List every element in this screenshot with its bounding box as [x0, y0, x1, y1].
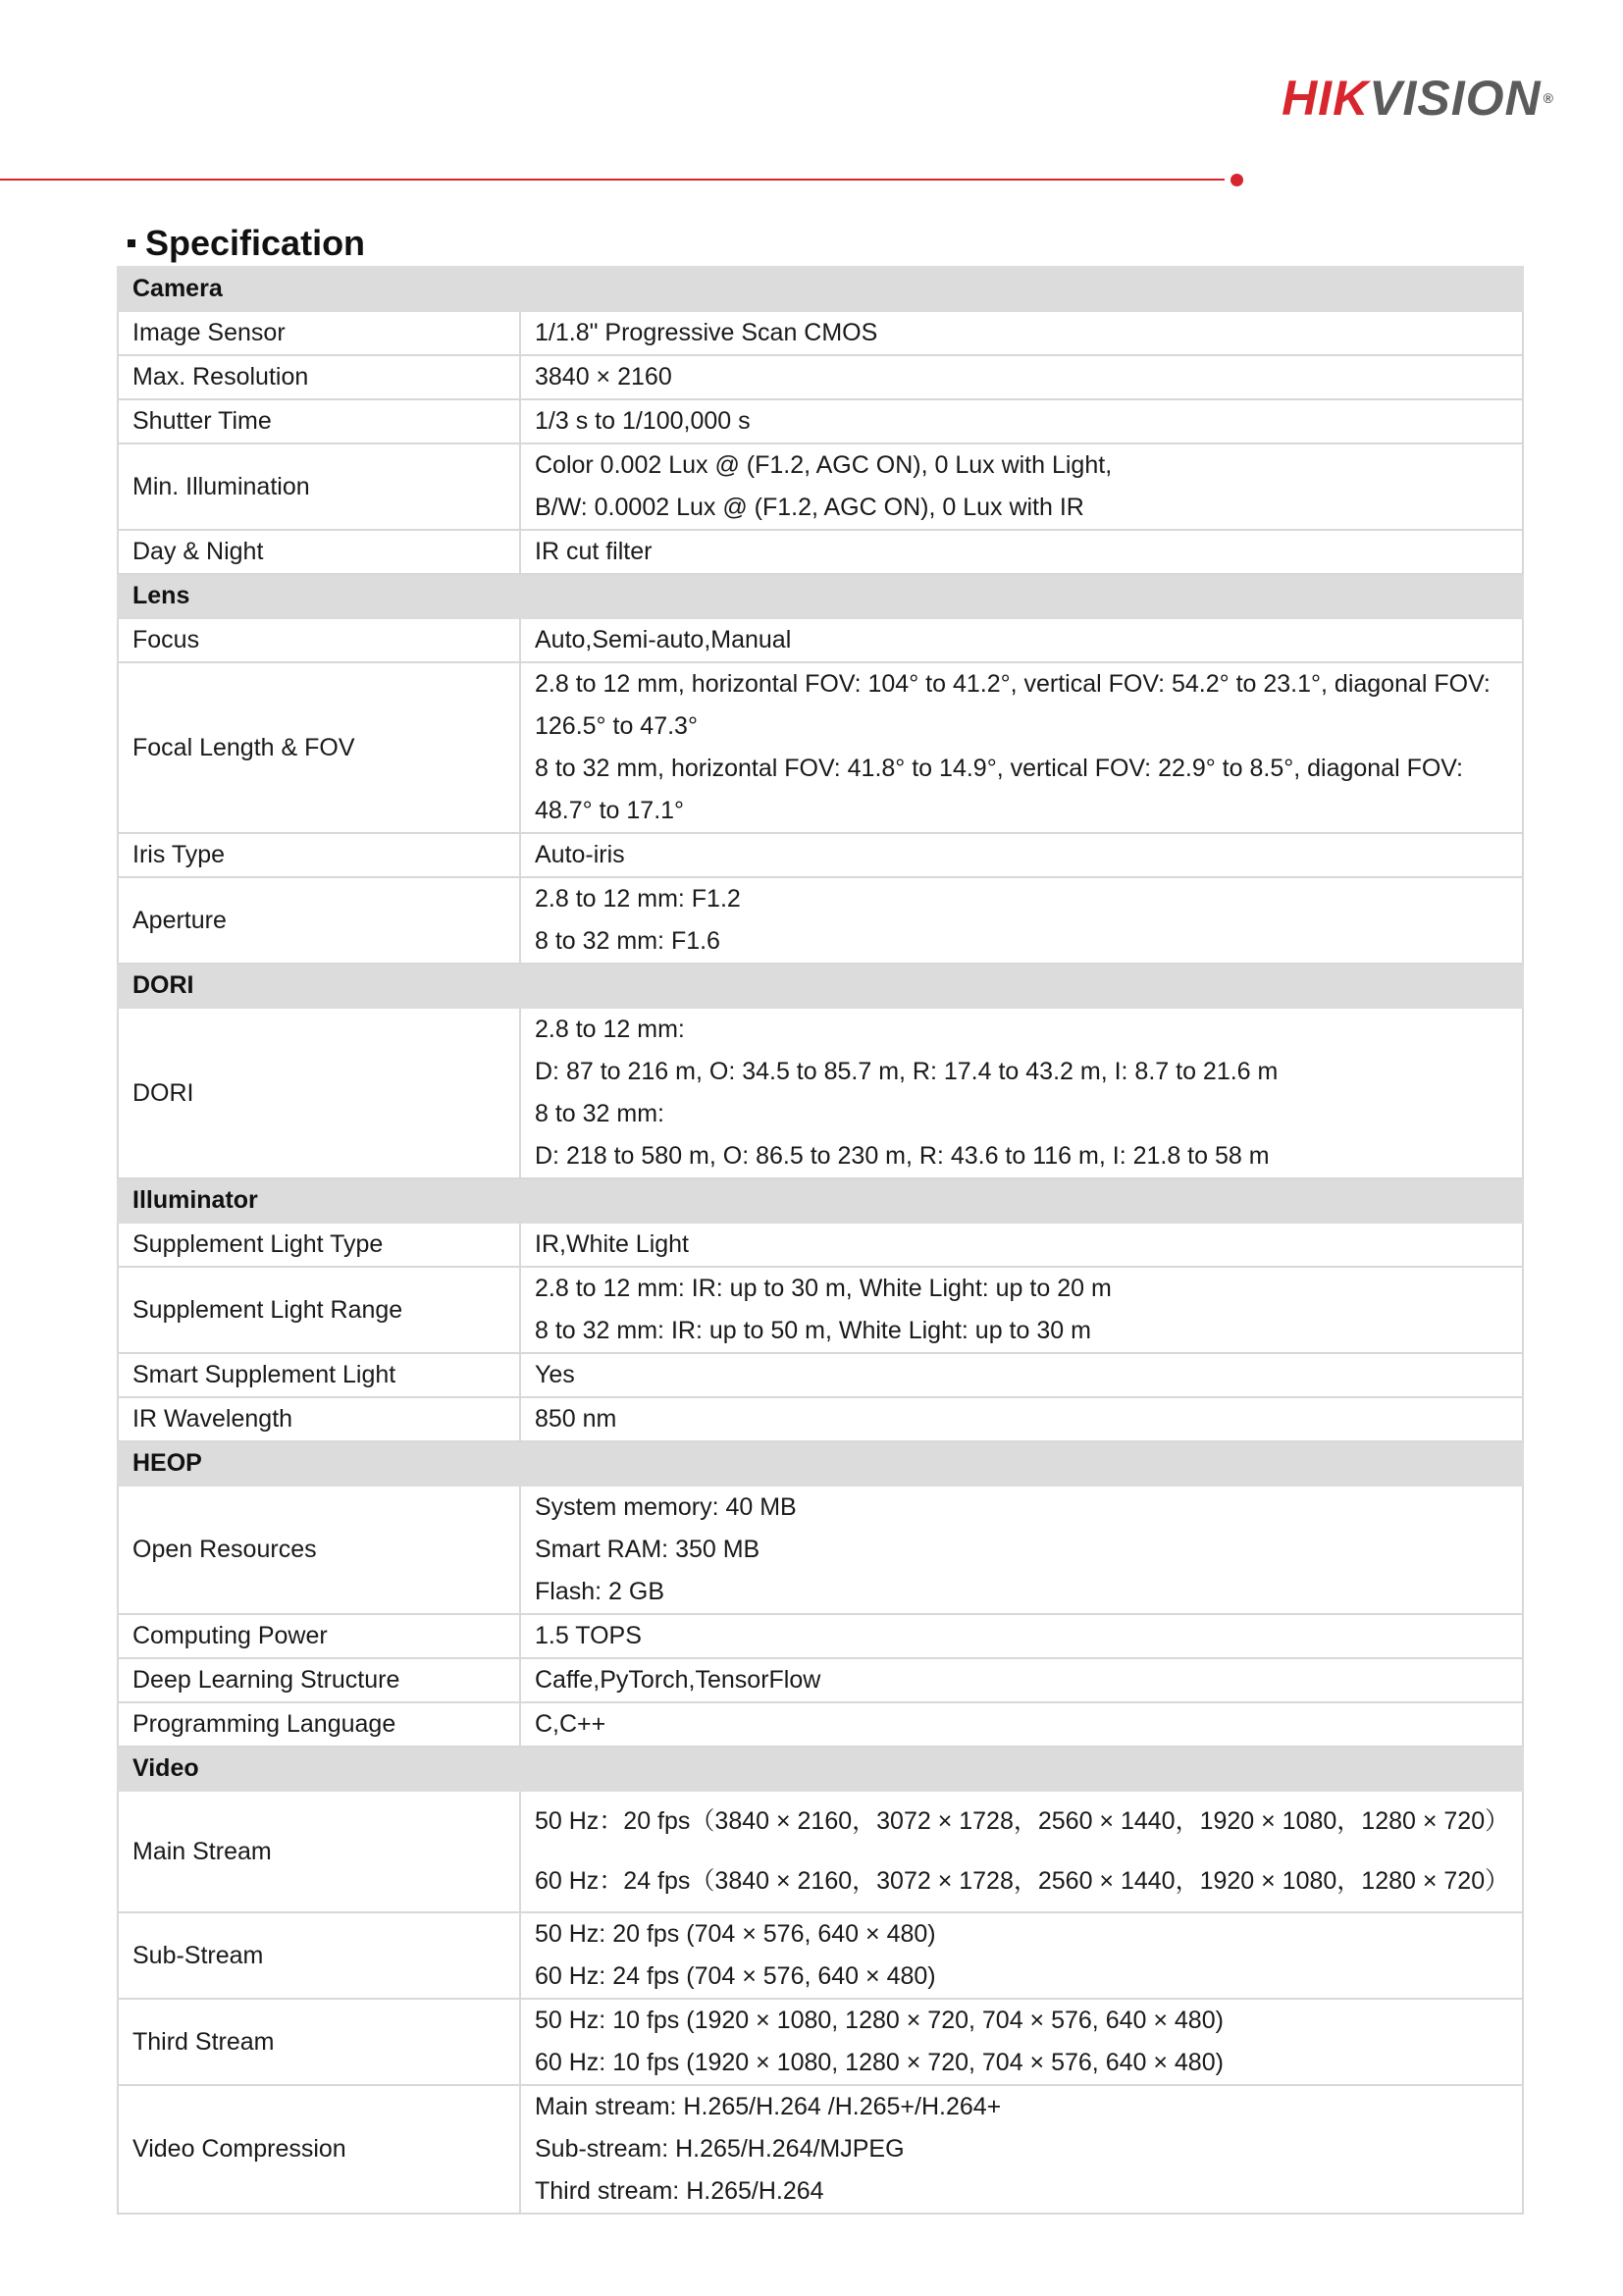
spec-value: [520, 877, 1523, 964]
spec-label: Day & Night: [118, 530, 520, 574]
spec-value-line: 50 Hz：20 fps（3840 × 2160，3072 × 1728，2560 × 1440，1920 × 1080，1280 × 720）: [535, 1807, 1510, 1835]
spec-label: Aperture: [118, 877, 520, 964]
spec-value: [520, 1791, 1523, 1912]
spec-value-line: 60 Hz: 24 fps (704 × 576, 640 × 480): [535, 1962, 936, 1990]
hikvision-logo: [1282, 71, 1554, 126]
section-header: HEOP: [118, 1441, 1523, 1486]
spec-label: DORI: [118, 1008, 520, 1178]
spec-row: [118, 1912, 1523, 1999]
spec-value: [520, 1999, 1523, 2085]
section-header: Video: [118, 1747, 1523, 1791]
spec-value-line: Color 0.002 Lux @ (F1.2, AGC ON), 0 Lux with Light,: [535, 451, 1113, 479]
spec-label: IR Wavelength: [118, 1397, 520, 1441]
spec-row: [118, 1008, 1523, 1178]
spec-label: Smart Supplement Light: [118, 1353, 520, 1397]
spec-row: [118, 618, 1523, 662]
spec-value-line: 2.8 to 12 mm: F1.2: [535, 885, 741, 913]
section-header-row: [118, 1747, 1523, 1791]
section-header-row: [118, 1178, 1523, 1223]
spec-row: [118, 1614, 1523, 1658]
spec-value-line: 2.8 to 12 mm, horizontal FOV: 104° to 41.2°, vertical FOV: 54.2° to 23.1°, diagonal FOV:: [535, 670, 1491, 698]
spec-value: [520, 1267, 1523, 1353]
section-header-row: [118, 267, 1523, 311]
spec-row: [118, 1267, 1523, 1353]
spec-value: [520, 1008, 1523, 1178]
spec-value: [520, 530, 1523, 574]
spec-value-line: 8 to 32 mm: IR: up to 50 m, White Light: up to 30 m: [535, 1317, 1091, 1344]
section-header-row: [118, 964, 1523, 1008]
spec-value-line: Yes: [535, 1361, 575, 1388]
spec-row: [118, 1702, 1523, 1747]
spec-value-line: 48.7° to 17.1°: [535, 797, 685, 824]
spec-value-line: 8 to 32 mm, horizontal FOV: 41.8° to 14.9°, vertical FOV: 22.9° to 8.5°, diagonal FOV:: [535, 755, 1463, 782]
spec-value-line: C,C++: [535, 1710, 606, 1738]
section-header: Illuminator: [118, 1178, 1523, 1223]
spec-label: Sub-Stream: [118, 1912, 520, 1999]
specification-table: [117, 266, 1524, 2215]
spec-label: Deep Learning Structure: [118, 1658, 520, 1702]
title-bullet-icon: [128, 239, 135, 247]
section-header: DORI: [118, 964, 1523, 1008]
spec-value-line: IR cut filter: [535, 538, 653, 565]
spec-value-line: Sub-stream: H.265/H.264/MJPEG: [535, 2135, 905, 2163]
spec-label: Programming Language: [118, 1702, 520, 1747]
spec-value-line: D: 87 to 216 m, O: 34.5 to 85.7 m, R: 17.4 to 43.2 m, I: 8.7 to 21.6 m: [535, 1058, 1279, 1085]
logo-red-text: HIK: [1282, 71, 1370, 126]
spec-value: [520, 1486, 1523, 1614]
spec-value-line: 8 to 32 mm: F1.6: [535, 927, 720, 955]
spec-row: [118, 1223, 1523, 1267]
spec-value-line: 2.8 to 12 mm: IR: up to 30 m, White Light: up to 20 m: [535, 1275, 1112, 1302]
spec-row: [118, 1791, 1523, 1912]
spec-value-line: Smart RAM: 350 MB: [535, 1536, 760, 1563]
spec-value-line: Third stream: H.265/H.264: [535, 2177, 824, 2205]
header-divider-line: [0, 179, 1225, 181]
spec-label: Shutter Time: [118, 399, 520, 444]
spec-value-line: 60 Hz：24 fps（3840 × 2160，3072 × 1728，2560 × 1440，1920 × 1080，1280 × 720）: [535, 1867, 1510, 1895]
page-title: [128, 220, 365, 267]
spec-label: Main Stream: [118, 1791, 520, 1912]
spec-label: Video Compression: [118, 2085, 520, 2214]
spec-value: [520, 1702, 1523, 1747]
spec-label: Third Stream: [118, 1999, 520, 2085]
spec-value-line: 1/1.8" Progressive Scan CMOS: [535, 319, 878, 346]
spec-label: Computing Power: [118, 1614, 520, 1658]
logo-gray-text: VISION: [1369, 71, 1542, 126]
spec-row: [118, 1486, 1523, 1614]
spec-value-line: 2.8 to 12 mm:: [535, 1016, 685, 1043]
spec-value: [520, 311, 1523, 355]
spec-row: [118, 833, 1523, 877]
spec-row: [118, 311, 1523, 355]
spec-value: [520, 1223, 1523, 1267]
specification-table-body: [118, 267, 1523, 2214]
spec-value-line: 50 Hz: 10 fps (1920 × 1080, 1280 × 720, 704 × 576, 640 × 480): [535, 2007, 1224, 2034]
header-divider-dot: [1230, 174, 1243, 186]
spec-row: [118, 1397, 1523, 1441]
section-header-row: [118, 1441, 1523, 1486]
spec-row: [118, 1658, 1523, 1702]
section-header-row: [118, 574, 1523, 618]
spec-value-line: 3840 × 2160: [535, 363, 672, 391]
spec-value-line: 1/3 s to 1/100,000 s: [535, 407, 751, 435]
spec-value: [520, 618, 1523, 662]
spec-row: [118, 1999, 1523, 2085]
specification-table-container: [117, 266, 1524, 2215]
spec-row: [118, 1353, 1523, 1397]
spec-value-line: Main stream: H.265/H.264 /H.265+/H.264+: [535, 2093, 1002, 2120]
spec-label: Focal Length & FOV: [118, 662, 520, 833]
logo-registered-mark: ®: [1543, 90, 1554, 106]
spec-value: [520, 833, 1523, 877]
spec-value-line: Caffe,PyTorch,TensorFlow: [535, 1666, 821, 1694]
spec-row: [118, 2085, 1523, 2214]
spec-label: Supplement Light Type: [118, 1223, 520, 1267]
spec-row: [118, 662, 1523, 833]
spec-row: [118, 355, 1523, 399]
spec-row: [118, 877, 1523, 964]
spec-value-line: 126.5° to 47.3°: [535, 712, 698, 740]
spec-value: [520, 1912, 1523, 1999]
spec-value-line: B/W: 0.0002 Lux @ (F1.2, AGC ON), 0 Lux with IR: [535, 494, 1084, 521]
spec-value-line: IR,White Light: [535, 1230, 690, 1258]
spec-row: [118, 530, 1523, 574]
spec-value-line: 60 Hz: 10 fps (1920 × 1080, 1280 × 720, 704 × 576, 640 × 480): [535, 2049, 1224, 2076]
spec-value-line: 1.5 TOPS: [535, 1622, 642, 1649]
spec-value: [520, 1397, 1523, 1441]
spec-value: [520, 1353, 1523, 1397]
spec-label: Open Resources: [118, 1486, 520, 1614]
spec-value: [520, 355, 1523, 399]
section-header: Camera: [118, 267, 1523, 311]
spec-label: Min. Illumination: [118, 444, 520, 530]
spec-value-line: 50 Hz: 20 fps (704 × 576, 640 × 480): [535, 1920, 936, 1948]
spec-label: Supplement Light Range: [118, 1267, 520, 1353]
spec-value-line: Auto-iris: [535, 841, 625, 868]
spec-label: Iris Type: [118, 833, 520, 877]
spec-label: Max. Resolution: [118, 355, 520, 399]
section-header: Lens: [118, 574, 1523, 618]
spec-row: [118, 444, 1523, 530]
page-title-text: Specification: [145, 223, 366, 263]
spec-value-line: D: 218 to 580 m, O: 86.5 to 230 m, R: 43.6 to 116 m, I: 21.8 to 58 m: [535, 1142, 1270, 1170]
spec-row: [118, 399, 1523, 444]
spec-value-line: Flash: 2 GB: [535, 1578, 664, 1605]
spec-value-line: Auto,Semi-auto,Manual: [535, 626, 792, 653]
spec-value-line: 850 nm: [535, 1405, 617, 1433]
spec-value: [520, 399, 1523, 444]
spec-value: [520, 1658, 1523, 1702]
spec-value-line: 8 to 32 mm:: [535, 1100, 664, 1127]
spec-value: [520, 444, 1523, 530]
spec-value: [520, 1614, 1523, 1658]
spec-value: [520, 2085, 1523, 2214]
spec-label: Image Sensor: [118, 311, 520, 355]
spec-label: Focus: [118, 618, 520, 662]
spec-value-line: System memory: 40 MB: [535, 1493, 797, 1521]
spec-value: [520, 662, 1523, 833]
